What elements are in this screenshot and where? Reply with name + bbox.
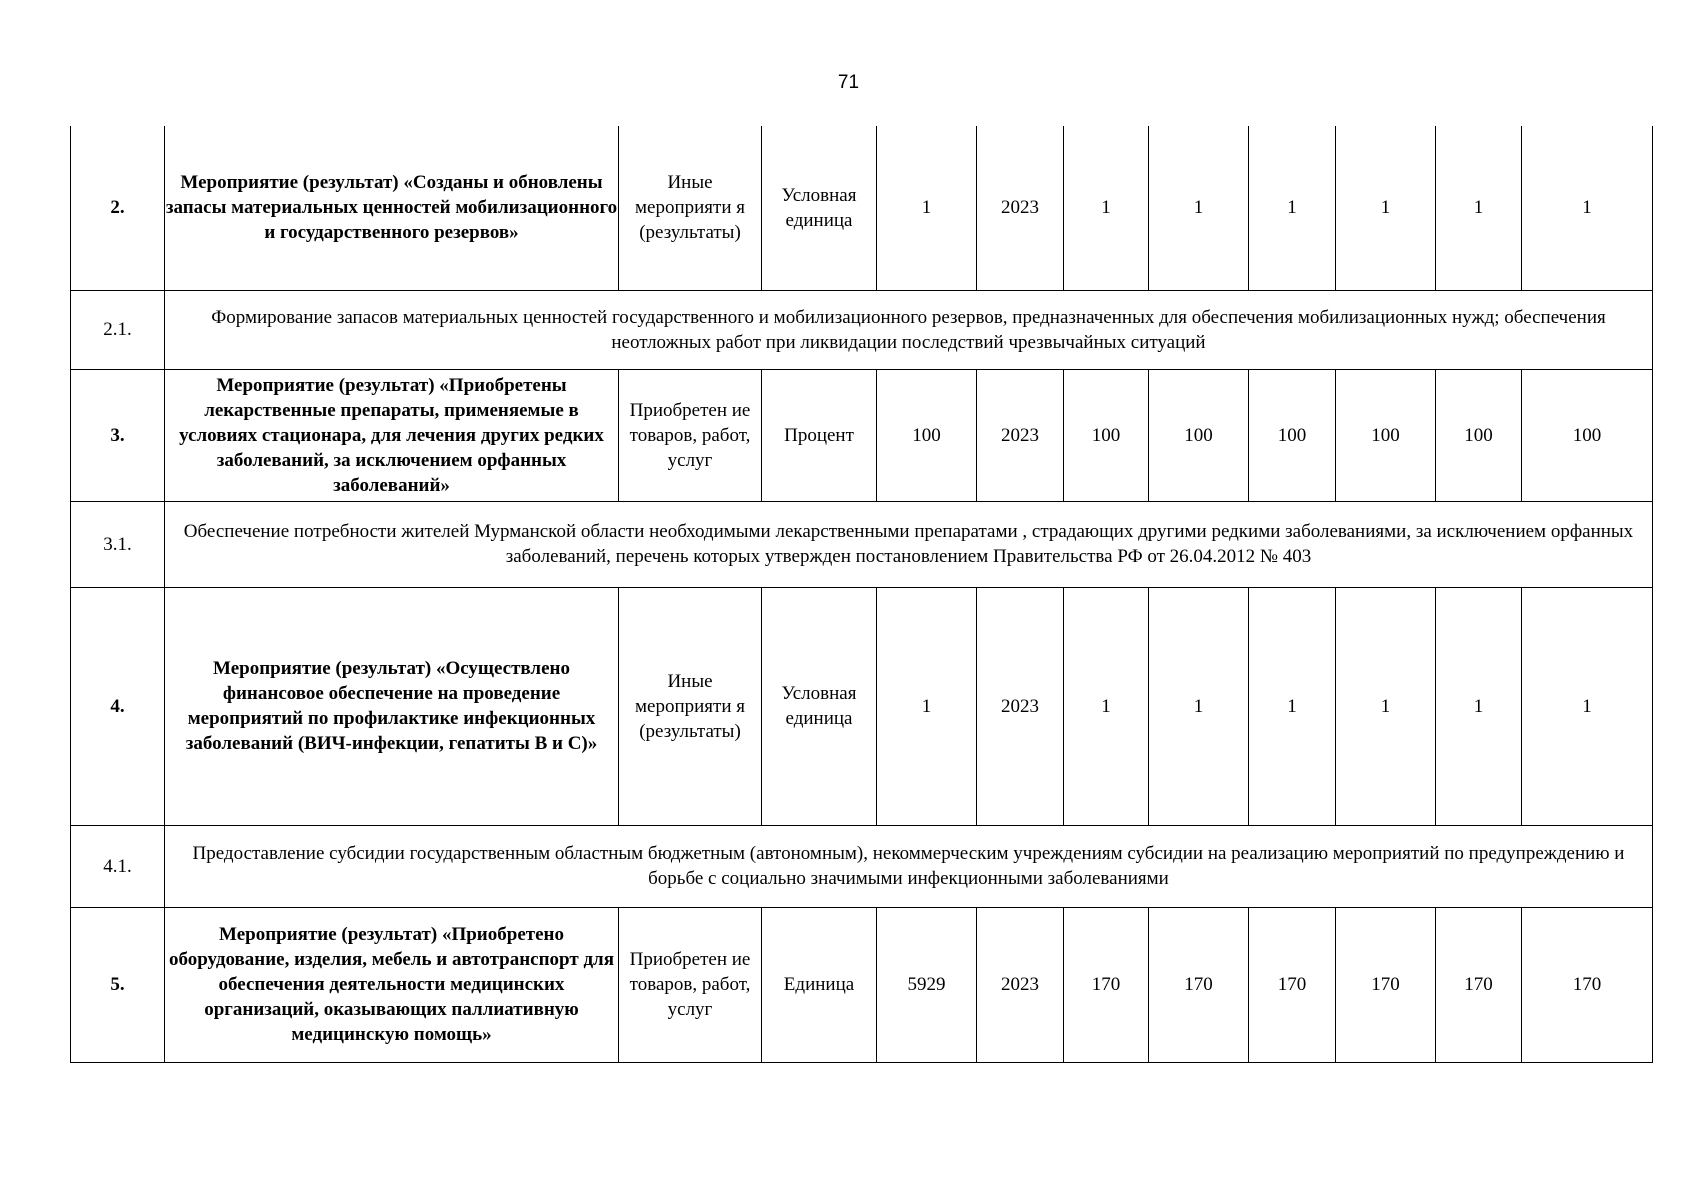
measure-unit: Условная единица	[762, 126, 877, 290]
table-row	[71, 825, 1653, 907]
sub-measure-description: Предоставление субсидии государственным областным бюджетным (автономным), некоммерческим учреждениям субсидии на реализацию мероприятий по предупреждению и борьбе с социально значимыми инфекционными заболеваниями	[165, 825, 1653, 907]
year-value: 1	[1249, 587, 1336, 825]
year-value: 170	[1249, 907, 1336, 1062]
year-value: 1	[1064, 126, 1149, 290]
base-value: 1	[877, 587, 977, 825]
row-number: 2.1.	[71, 290, 165, 369]
year-value: 1	[1436, 126, 1522, 290]
year-value: 1	[1336, 587, 1436, 825]
base-year: 2023	[977, 369, 1064, 501]
measure-title: Мероприятие (результат) «Приобретены лекарственные препараты, применяемые в условиях стационара, для лечения других редких заболеваний, за исключением орфанных заболеваний»	[165, 369, 619, 501]
measure-unit: Процент	[762, 369, 877, 501]
row-number: 4.	[71, 587, 165, 825]
table-row	[71, 126, 1653, 290]
sub-measure-description: Обеспечение потребности жителей Мурманской области необходимыми лекарственными препаратами , страдающих другими редкими заболеваниями, за исключением орфанных заболеваний, перечень которых утвержден постановлением Правительства РФ от 26.04.2012 № 403	[165, 501, 1653, 587]
measure-unit: Условная единица	[762, 587, 877, 825]
base-year: 2023	[977, 587, 1064, 825]
measure-unit: Единица	[762, 907, 877, 1062]
measure-type: Иные мероприяти я (результаты)	[619, 587, 762, 825]
year-value: 100	[1522, 369, 1653, 501]
year-value: 100	[1249, 369, 1336, 501]
base-year: 2023	[977, 126, 1064, 290]
row-number: 3.1.	[71, 501, 165, 587]
measures-table	[70, 126, 1653, 1063]
base-year: 2023	[977, 907, 1064, 1062]
row-number: 4.1.	[71, 825, 165, 907]
year-value: 170	[1064, 907, 1149, 1062]
year-value: 1	[1064, 587, 1149, 825]
table-row	[71, 587, 1653, 825]
table-row	[71, 907, 1653, 1062]
year-value: 1	[1149, 587, 1249, 825]
year-value: 1	[1249, 126, 1336, 290]
year-value: 1	[1336, 126, 1436, 290]
year-value: 1	[1522, 126, 1653, 290]
measure-title: Мероприятие (результат) «Осуществлено финансовое обеспечение на проведение мероприятий по профилактике инфекционных заболеваний (ВИЧ-инфекции, гепатиты В и С)»	[165, 587, 619, 825]
year-value: 100	[1436, 369, 1522, 501]
measure-type: Приобретен ие товаров, работ, услуг	[619, 369, 762, 501]
row-number: 5.	[71, 907, 165, 1062]
year-value: 1	[1522, 587, 1653, 825]
row-number: 2.	[71, 126, 165, 290]
year-value: 1	[1436, 587, 1522, 825]
year-value: 1	[1149, 126, 1249, 290]
measure-title: Мероприятие (результат) «Созданы и обновлены запасы материальных ценностей мобилизационного и государственного резервов»	[165, 126, 619, 290]
table-row	[71, 290, 1653, 369]
year-value: 170	[1149, 907, 1249, 1062]
table-row	[71, 501, 1653, 587]
year-value: 170	[1522, 907, 1653, 1062]
base-value: 5929	[877, 907, 977, 1062]
table-row	[71, 369, 1653, 501]
base-value: 1	[877, 126, 977, 290]
year-value: 100	[1064, 369, 1149, 501]
page-number: 71	[837, 72, 860, 93]
year-value: 170	[1436, 907, 1522, 1062]
measure-type: Приобретен ие товаров, работ, услуг	[619, 907, 762, 1062]
measure-type: Иные мероприяти я (результаты)	[619, 126, 762, 290]
year-value: 100	[1149, 369, 1249, 501]
measure-title: Мероприятие (результат) «Приобретено оборудование, изделия, мебель и автотранспорт для обеспечения деятельности медицинских организаций, оказывающих паллиативную медицинскую помощь»	[165, 907, 619, 1062]
base-value: 100	[877, 369, 977, 501]
row-number: 3.	[71, 369, 165, 501]
sub-measure-description: Формирование запасов материальных ценностей государственного и мобилизационного резервов, предназначенных для обеспечения мобилизационных нужд; обеспечения неотложных работ при ликвидации последствий чрезвычайных ситуаций	[165, 290, 1653, 369]
year-value: 100	[1336, 369, 1436, 501]
year-value: 170	[1336, 907, 1436, 1062]
